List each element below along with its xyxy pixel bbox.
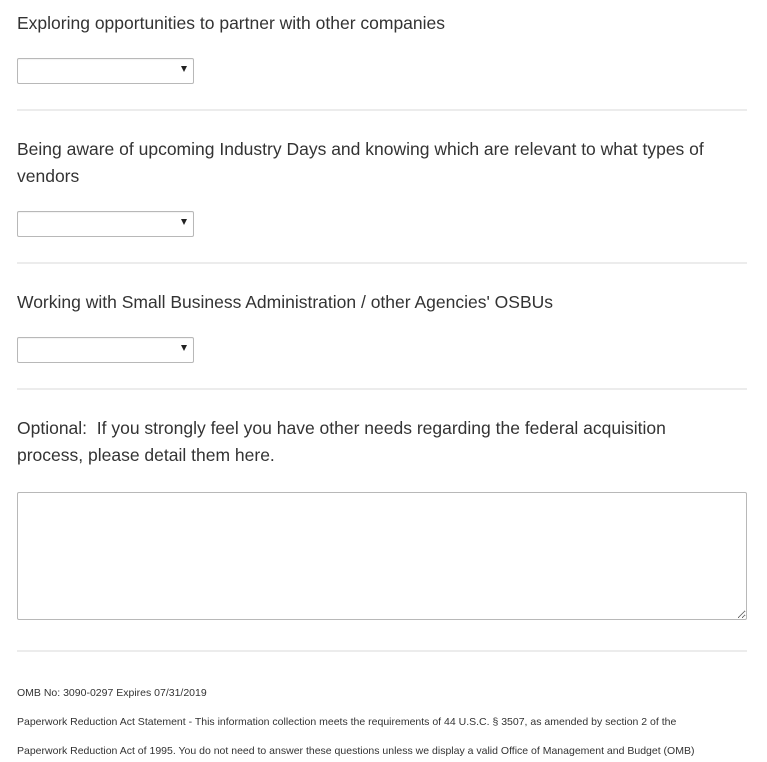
sba-select[interactable] bbox=[17, 337, 194, 363]
divider bbox=[17, 388, 747, 390]
question-label-industry-days: Being aware of upcoming Industry Days and knowing which are relevant to what types of vendors bbox=[17, 139, 704, 186]
divider bbox=[17, 262, 747, 264]
pra-statement-line-1: Paperwork Reduction Act Statement - This information collection meets the requirements of 44 U.S.C. § 3507, as amended by section 2 of the bbox=[17, 716, 677, 728]
chevron-down-icon bbox=[181, 66, 187, 72]
question-label-sba: Working with Small Business Administration / other Agencies' OSBUs bbox=[17, 292, 554, 312]
divider bbox=[17, 650, 747, 652]
optional-needs-label: Optional: If you strongly feel you have other needs regarding the federal acquisition process, please detail them here. bbox=[17, 418, 671, 465]
chevron-down-icon bbox=[181, 219, 187, 225]
partner-select[interactable] bbox=[17, 58, 194, 84]
industry-days-select[interactable] bbox=[17, 211, 194, 237]
omb-number: OMB No: 3090-0297 Expires 07/31/2019 bbox=[17, 687, 207, 699]
pra-statement-line-2: Paperwork Reduction Act of 1995. You do not need to answer these questions unless we display a valid Office of Management and Budget (OMB) bbox=[17, 745, 695, 757]
divider bbox=[17, 109, 747, 111]
question-label-partner: Exploring opportunities to partner with other companies bbox=[17, 13, 446, 33]
chevron-down-icon bbox=[181, 345, 187, 351]
optional-needs-textarea[interactable] bbox=[17, 492, 747, 620]
